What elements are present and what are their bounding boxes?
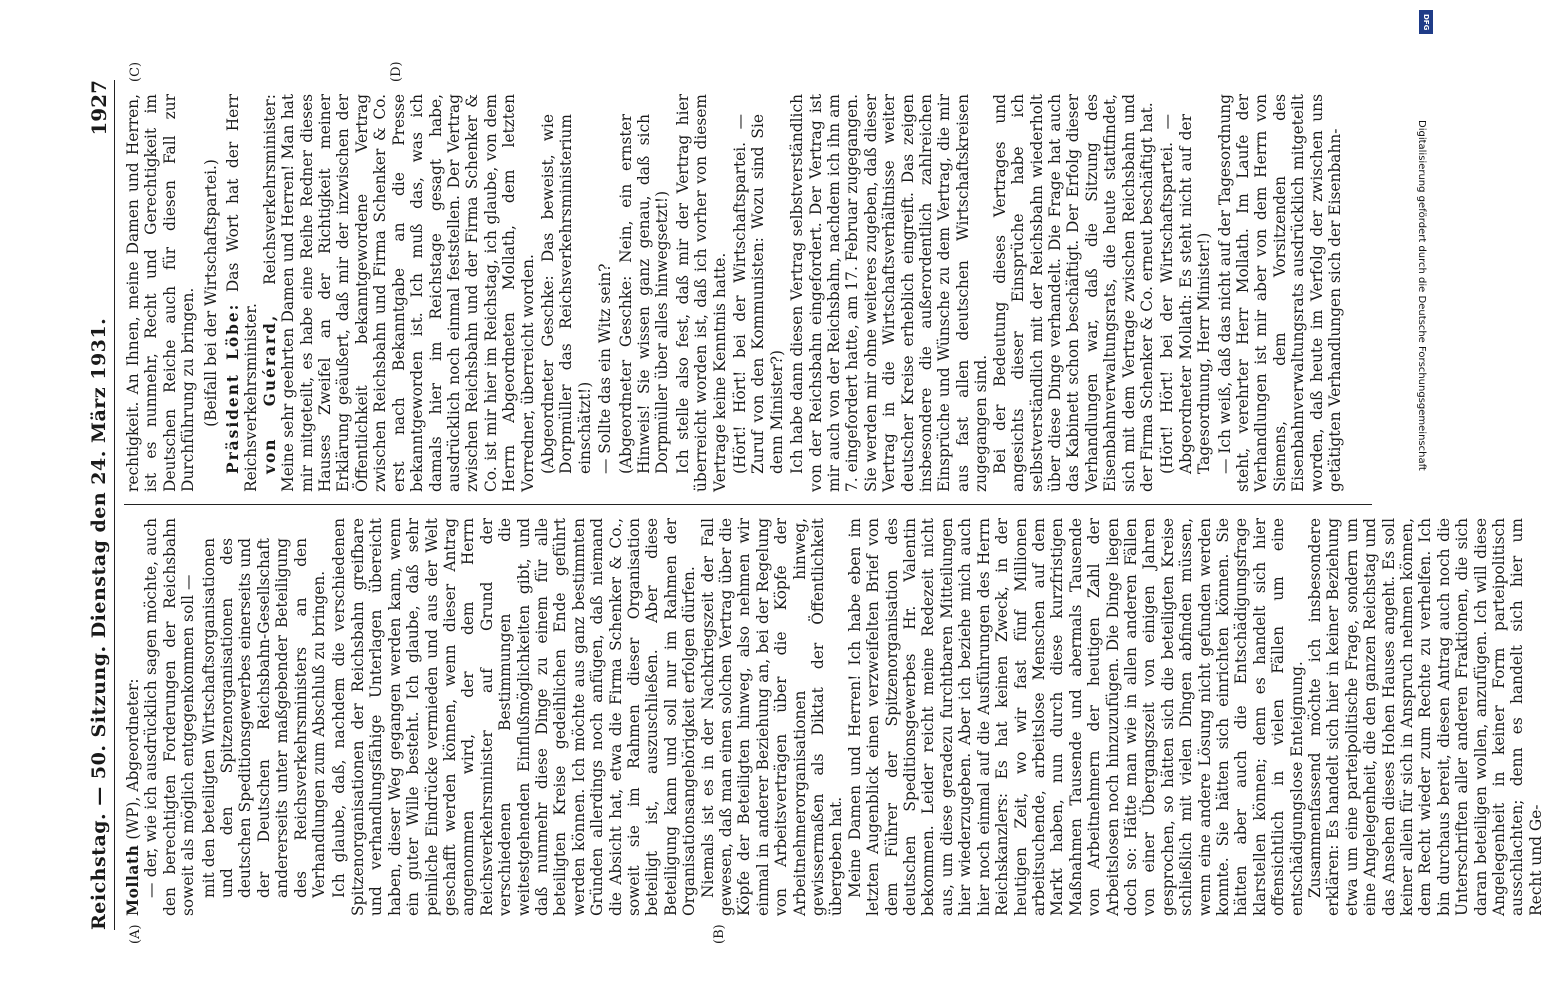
- paragraph: rechtigkeit. An Ihnen, meine Damen und Herren, ist es nunmehr, Recht und Gerechtigkeit im Deutschen Reiche auch für diesen Fall zur Durchführung zu bringen.: [124, 94, 198, 492]
- president-line: [224, 94, 261, 492]
- minister-text: Reichsverkehrsminister: Meine sehr geehrten Damen und Herren! Man hat mir mitgeteilt, es habe eine Reihe Redner dieses Hauses Zweifel an der Richtigkeit meiner Erklärung geäußert, daß mir der inzwischen der Öffentlichkeit bekanntgewordene Vertrag zwischen Reichsbahn und Firma Schenker & Co. erst nach Bekanntgabe an die Presse bekanntgeworden ist. Ich muß das, was ich damals hier im Reichstage gesagt habe, ausdrücklich noch einmal feststellen. Der Vertrag zwischen Reichsbahn und der Firma Schenker & Co. ist mir hier im Reichstag, ich glaube, von dem Herrn Abgeordneten Mollath, dem letzten Vorredner, überreicht worden.: [260, 94, 537, 492]
- speaker-name: Mollath: [124, 844, 142, 916]
- paragraph: — Sollte das ein Witz sein?: [596, 263, 615, 474]
- quoted-motion: mit den beteiligten Wirtschaftsorganisationen und den Spitzenorganisationen des deutschen Speditionsgewerbes einerseits und der Deutschen Reichsbahn-Gesellschaft andererseits unter maßgebender Beteiligung des Reichsverkehrsministers an den Verhandlungen zum Abschluß zu bringen.: [199, 538, 329, 898]
- interjection: (Beifall bei der Wirtschaftspartei.): [201, 159, 220, 427]
- page-number: 1927: [87, 80, 111, 136]
- paragraph: Meine Damen und Herren! Ich habe eben im letzten Augenblick einen verzweifelten Brief von dem Führer der Spitzenorganisation des deutschen Speditionsgewerbes Hr. Valentin bekommen. Leider reicht meine Redezeit nicht aus, um diese geradezu furchtbaren Mitteilungen hier wiederzugeben. Aber ich beziehe mich auch hier noch einmal auf die Ausführungen des Herrn Reichskanzlers: Es hat keinen Zweck, in der heutigen Zeit, wo wir fast fünf Millionen arbeitsuchende, arbeitslose Menschen auf dem Markt haben, nun durch diese kurzfristigen Maßnahmen Tausende und abermals Tausende von Arbeitnehmern der heutigen Zahl der Arbeitslosen noch hinzuzufügen. Die Dinge liegen doch so: Hätte man wie in allen anderen Fällen von einer Übergangszeit von einigen Jahren gesprochen, so hätten sich die beteiligten Kreise schließlich mit vielen Dingen abfinden müssen, wenn eine andere Lösung nicht gefunden werden konnte. Sie hätten sich einrichten können. Sie hätten aber auch die Entschädigungsfrage klarstellen können; denn es handelt sich hier offensichtlich in vielen Fällen um eine entschädigungslose Enteignung.: [845, 518, 1306, 916]
- speaker-role: (WP), Abgeordneter:: [124, 678, 142, 840]
- paragraph: Ich glaube, daß, nachdem die verschiedenen Spitzenorganisationen der Reichsbahn greifbare und verhandlungsfähige Unterlagen übereicht haben, dieser Weg gegangen werden kann, wenn ein guter Wille besteht. Ich glaube, daß sehr peinliche Eindrücke vermieden und aus der Welt geschafft werden können, wenn dieser Antrag angenommen wird, der dem Herrn Reichsverkehrsminister auf Grund der verschiedenen Bestimmungen die weitestgehenden Einflußmöglichkeiten gibt, und daß nunmehr diese Dinge zu einem für alle beteiligten Kreise gedeihlichen Ende geführt werden können. Ich möchte aus ganz bestimmten Gründen allerdings noch anfügen, daß niemand die Absicht hat, etwa die Firma Schenker & Co., soweit sie im Rahmen dieser Organisation beteiligt ist, auszuschließen. Aber diese Beteiligung kann und soll nur im Rahmen der Organisationsangehörigkeit erfolgen dürfen.: [330, 518, 699, 916]
- speaker-line: [124, 518, 142, 916]
- minister-speech: [261, 94, 537, 492]
- credit-text: Digitalisierung gefördert durch die Deutsche Forschungsgemeinschaft: [1416, 120, 1427, 471]
- margin-letter-a: (A): [128, 924, 143, 944]
- interjection: (Hört! Hört! bei der Wirtschaftspartei. — Zuruf von den Kommunisten: Wozu sind Sie denn Minister?): [731, 114, 786, 474]
- margin-letter-c: (C): [128, 61, 143, 82]
- paragraph: Ich stelle also fest, daß mir der Vertrag hier überreicht worden ist, daß ich vorher von diesem Vertrage keine Kenntnis hatte.: [673, 94, 729, 492]
- paragraph: Ich habe dann diesen Vertrag selbstverständlich von der Reichsbahn eingefordert. Der Vertrag ist mir auch von der Reichsbahn, nachdem ich ihn am 7. eingefordert hatte, am 17. Februar zugegangen. Sie werden mir ohne weiteres zugeben, daß dieser Vertrag in die Wirtschaftsverhältnisse weiter deutscher Kreise erheblich eingreift. Das zeigen insbesondere die außerordentlich zahlreichen Einsprüche und Wünsche zu dem Vertrag, die mir aus fast allen deutschen Wirtschaftskreisen zugegangen sind.: [788, 94, 991, 492]
- digitization-credit: [1413, 120, 1429, 760]
- dfg-logo: DFG: [1419, 10, 1433, 34]
- president-name: Präsident Löbe:: [224, 302, 243, 474]
- right-column: [124, 94, 1404, 492]
- newspaper-sheet: [62, 0, 1545, 1000]
- interjection: (Abgeordneter Geschke: Das beweist, wie Dorpmüller das Reichsverkehrsministerium einschätzt!): [538, 114, 594, 474]
- left-column: [124, 518, 1545, 916]
- minister-name: von Guérard,: [260, 313, 279, 474]
- page-header-title: Reichstag. — 50. Sitzung. Dienstag den 24. März 1931.: [88, 317, 110, 930]
- paragraph: — Ich weiß, daß das nicht auf der Tagesordnung steht, verehrter Herr Mollath. Im Laufe der Verhandlungen ist mir aber von dem Herrn von Siemens, dem Vorsitzenden des Eisenbahnverwaltungsrats ausdrücklich mitgeteilt worden, daß heute im Verfolg der zwischen uns getätigten Verhandlungen sich der Eisenbahn-: [1215, 94, 1344, 492]
- paragraph: — der, wie ich ausdrücklich sagen möchte, auch den berechtigten Forderungen der Reichsbahn soweit als möglich entgegenkommen soll —: [142, 518, 198, 916]
- paragraph: Zusammenfassend möchte ich insbesondere erklären: Es handelt sich hier in keiner Beziehung etwa um eine parteipolitische Frage, sondern um eine Angelegenheit, die den ganzen Reichstag und das Ansehen dieses Hohen Hauses angeht. Es soll keiner allein für sich in Anspruch nehmen können, dem Recht wieder zum Rechte zu verhelfen. Ich bin durchaus bereit, diesen Antrag auch noch die Unterschriften aller anderen Fraktionen, die sich daran beteiligen wollen, anzufügen. Ich will diese Angelegenheit in keiner Form parteipolitisch ausschlachten; denn es handelt sich hier um Recht und Ge-: [1306, 518, 1545, 916]
- interjection: (Abgeordneter Geschke: Nein, ein ernster Hinweis! Sie wissen ganz genau, daß sich Dorpmüller über alles hinwegsetzt!): [616, 114, 672, 474]
- column-divider: [124, 504, 1372, 505]
- margin-letter-d: (D): [389, 61, 404, 82]
- page-header: [84, 80, 115, 930]
- paragraph: Bei der Bedeutung dieses Vertrages und angesichts dieser Einsprüche habe ich selbstverständlich mit der Reichsbahn wiederholt über diese Dinge verhandelt. Die Frage hat auch das Kabinett schon beschäftigt. Der Erfolg dieser Verhandlungen war, daß die Sitzung des Eisenbahnverwaltungsrats, die heute stattfindet, sich mit dem Vertrage zwischen Reichsbahn und der Firma Schenker & Co. erneut beschäftigt hat.: [990, 94, 1156, 492]
- president-text: Das Wort hat der Herr Reichsverkehrsminister.: [224, 94, 261, 492]
- margin-letter-b: (B): [712, 924, 727, 944]
- interjection: (Hört! Hört! bei der Wirtschaftspartei. — Abgeordneter Mollath: Es steht nicht auf der Tagesordnung, Herr Minister!): [1158, 114, 1214, 474]
- paragraph: Niemals ist es in der Nachkriegszeit der Fall gewesen, daß man einen solchen Vertrag über die Köpfe der Beteiligten hinweg, also nehmen wir einmal in anderer Beziehung an, bei der Regelung von Arbeitsverträgen über die Köpfe der Arbeitnehmerorganisationen hinweg, gewissermaßen als Diktat der Öffentlichkeit übergeben hat.: [698, 518, 846, 916]
